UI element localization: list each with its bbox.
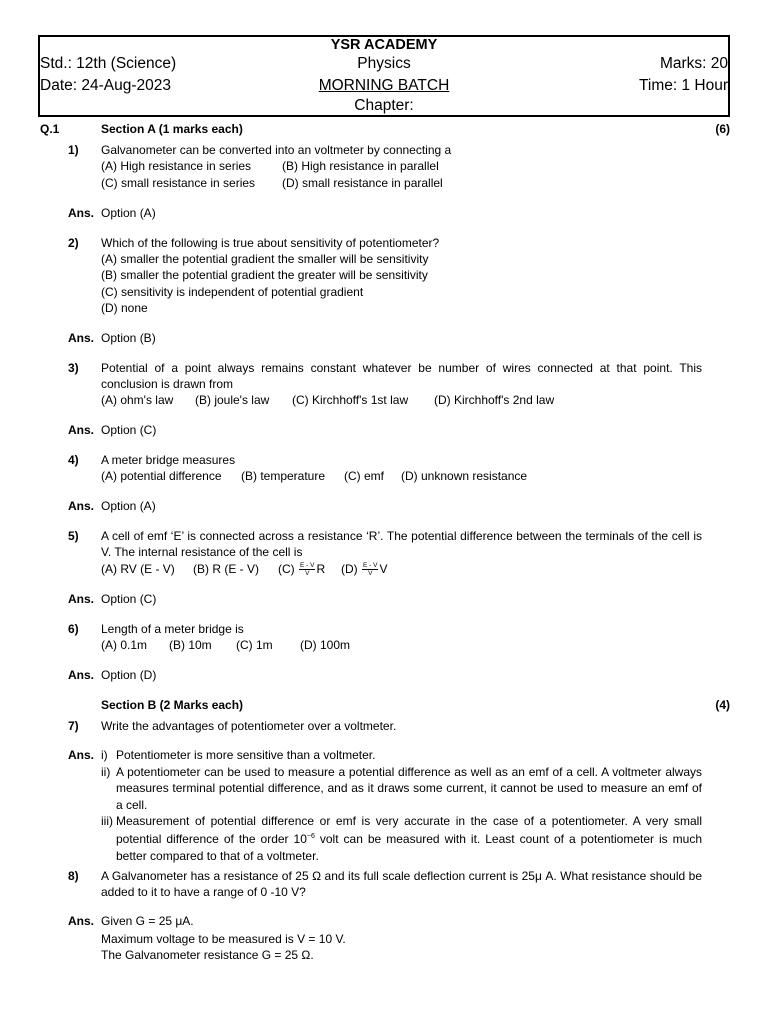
chapter-label: Chapter: <box>354 97 414 114</box>
answer-text: Option (C) <box>101 592 157 606</box>
list-item-number: i) <box>101 748 108 762</box>
fraction-numerator: E - V <box>363 562 378 570</box>
option-d-prefix: (D) <box>341 562 358 576</box>
answer-label: Ans. <box>68 499 95 513</box>
option-b: (B) joule's law <box>195 393 270 407</box>
question-text: Potential of a point always remains constant whatever be number of wires connected at that point. This conclusion is drawn from <box>101 361 702 392</box>
option-c-suffix: R <box>316 562 326 576</box>
question-number: 8) <box>68 869 79 883</box>
answer-label: Ans. <box>68 668 95 682</box>
option-c: (C) Kirchhoff's 1st law <box>292 393 409 407</box>
section-a-title: Section A (1 marks each) <box>101 122 243 136</box>
list-item-number: iii) <box>101 814 113 828</box>
option-d: (D) Kirchhoff's 2nd law <box>434 393 555 407</box>
option-c <box>278 561 325 577</box>
answer-text: Option (C) <box>101 423 157 437</box>
date-label: Date: 24-Aug-2023 <box>40 77 171 94</box>
option-a: (A) smaller the potential gradient the smaller will be sensitivity <box>101 252 429 266</box>
list-item-text: Potentiometer is more sensitive than a voltmeter. <box>116 748 376 762</box>
question-number: 5) <box>68 529 79 543</box>
question-number: 4) <box>68 453 79 467</box>
option-a: (A) 0.1m <box>101 638 148 652</box>
option-d: (D) small resistance in parallel <box>282 176 443 190</box>
subject-label: Physics <box>357 55 411 72</box>
question-text: Write the advantages of potentiometer over a voltmeter. <box>101 719 397 733</box>
answer-text: Option (D) <box>101 668 157 682</box>
question-number: 1) <box>68 143 79 157</box>
option-b: (B) smaller the potential gradient the greater will be sensitivity <box>101 268 428 282</box>
question-text: Length of a meter bridge is <box>101 622 244 636</box>
answer-label: Ans. <box>68 592 95 606</box>
question-text: A Galvanometer has a resistance of 25 Ω and its full scale deflection current is 25μ A. What resistance should be added to it to have a range of 0 -10 V? <box>101 869 702 900</box>
answer-label: Ans. <box>68 423 95 437</box>
question-number: 7) <box>68 719 79 733</box>
answer-label: Ans. <box>68 206 95 220</box>
option-a: (A) ohm's law <box>101 393 174 407</box>
answer-label: Ans. <box>68 914 95 928</box>
batch-label: MORNING BATCH <box>318 77 450 94</box>
option-d-suffix: V <box>379 562 388 576</box>
option-c: (C) small resistance in series <box>101 176 256 190</box>
fraction-denominator: V <box>305 570 310 578</box>
exponent: −6 <box>306 833 315 841</box>
marks-label: Marks: 20 <box>659 55 728 72</box>
academy-name: YSR ACADEMY <box>330 37 438 53</box>
list-item-text <box>116 813 702 864</box>
answer-text: Option (A) <box>101 206 156 220</box>
list-item-text-part: Measurement of potential difference or emf is very accurate in the case of a potentiometer. A very small potential difference of the order 10 <box>116 814 702 847</box>
option-d: (D) 100m <box>300 638 351 652</box>
list-item-number: ii) <box>101 765 111 779</box>
answer-label: Ans. <box>68 748 95 762</box>
option-b: (B) temperature <box>241 469 326 483</box>
answer-text: Option (A) <box>101 499 156 513</box>
option-c-prefix: (C) <box>278 562 295 576</box>
list-item-text-part: volt can be measured with it. Least count of a potentiometer is much better compared to that of a voltmeter. <box>116 832 702 863</box>
fraction-numerator: E - V <box>300 562 315 570</box>
option-d: (D) none <box>101 301 148 315</box>
section-a-marks: (6) <box>715 122 730 136</box>
header-box <box>38 35 730 117</box>
option-c: (C) 1m <box>236 638 273 652</box>
option-b: (B) R (E - V) <box>193 562 259 576</box>
option-d: (D) unknown resistance <box>401 469 528 483</box>
option-c: (C) emf <box>344 469 384 483</box>
std-label: Std.: 12th (Science) <box>40 55 177 72</box>
option-b: (B) 10m <box>169 638 212 652</box>
option-a: (A) potential difference <box>101 469 222 483</box>
time-label: Time: 1 Hour <box>638 77 728 94</box>
fraction-denominator: V <box>368 570 373 578</box>
fraction <box>299 562 315 577</box>
answer-line: Maximum voltage to be measured is V = 10 V. <box>101 932 346 946</box>
question-number: 6) <box>68 622 79 636</box>
answer-label: Ans. <box>68 331 95 345</box>
answer-text: Option (B) <box>101 331 156 345</box>
list-item-text: A potentiometer can be used to measure a potential difference as well as an emf of a cell. A voltmeter always measures terminal potential difference, and as it draws some current, it cannot be used to measure an emf of a cell. <box>116 765 702 812</box>
answer-line: Given G = 25 μA. <box>101 914 194 928</box>
option-b: (B) High resistance in parallel <box>282 159 439 173</box>
option-a: (A) High resistance in series <box>101 159 252 173</box>
option-c: (C) sensitivity is independent of potential gradient <box>101 285 364 299</box>
section-b-marks: (4) <box>715 698 730 712</box>
question-number: 3) <box>68 361 79 375</box>
fraction <box>362 562 378 577</box>
question-text: A cell of emf ‘E’ is connected across a resistance ‘R’. The potential difference between the terminals of the cell is V. The internal resistance of the cell is <box>101 529 702 560</box>
option-a: (A) RV (E - V) <box>101 562 175 576</box>
question-text: A meter bridge measures <box>101 453 236 467</box>
question-text: Galvanometer can be converted into an voltmeter by connecting a <box>101 143 452 157</box>
section-b-title: Section B (2 Marks each) <box>101 698 244 712</box>
option-d <box>341 561 387 577</box>
question-text: Which of the following is true about sensitivity of potentiometer? <box>101 236 440 250</box>
question-number: 2) <box>68 236 79 250</box>
question-main-label: Q.1 <box>40 122 60 136</box>
answer-line: The Galvanometer resistance G = 25 Ω. <box>101 948 314 962</box>
